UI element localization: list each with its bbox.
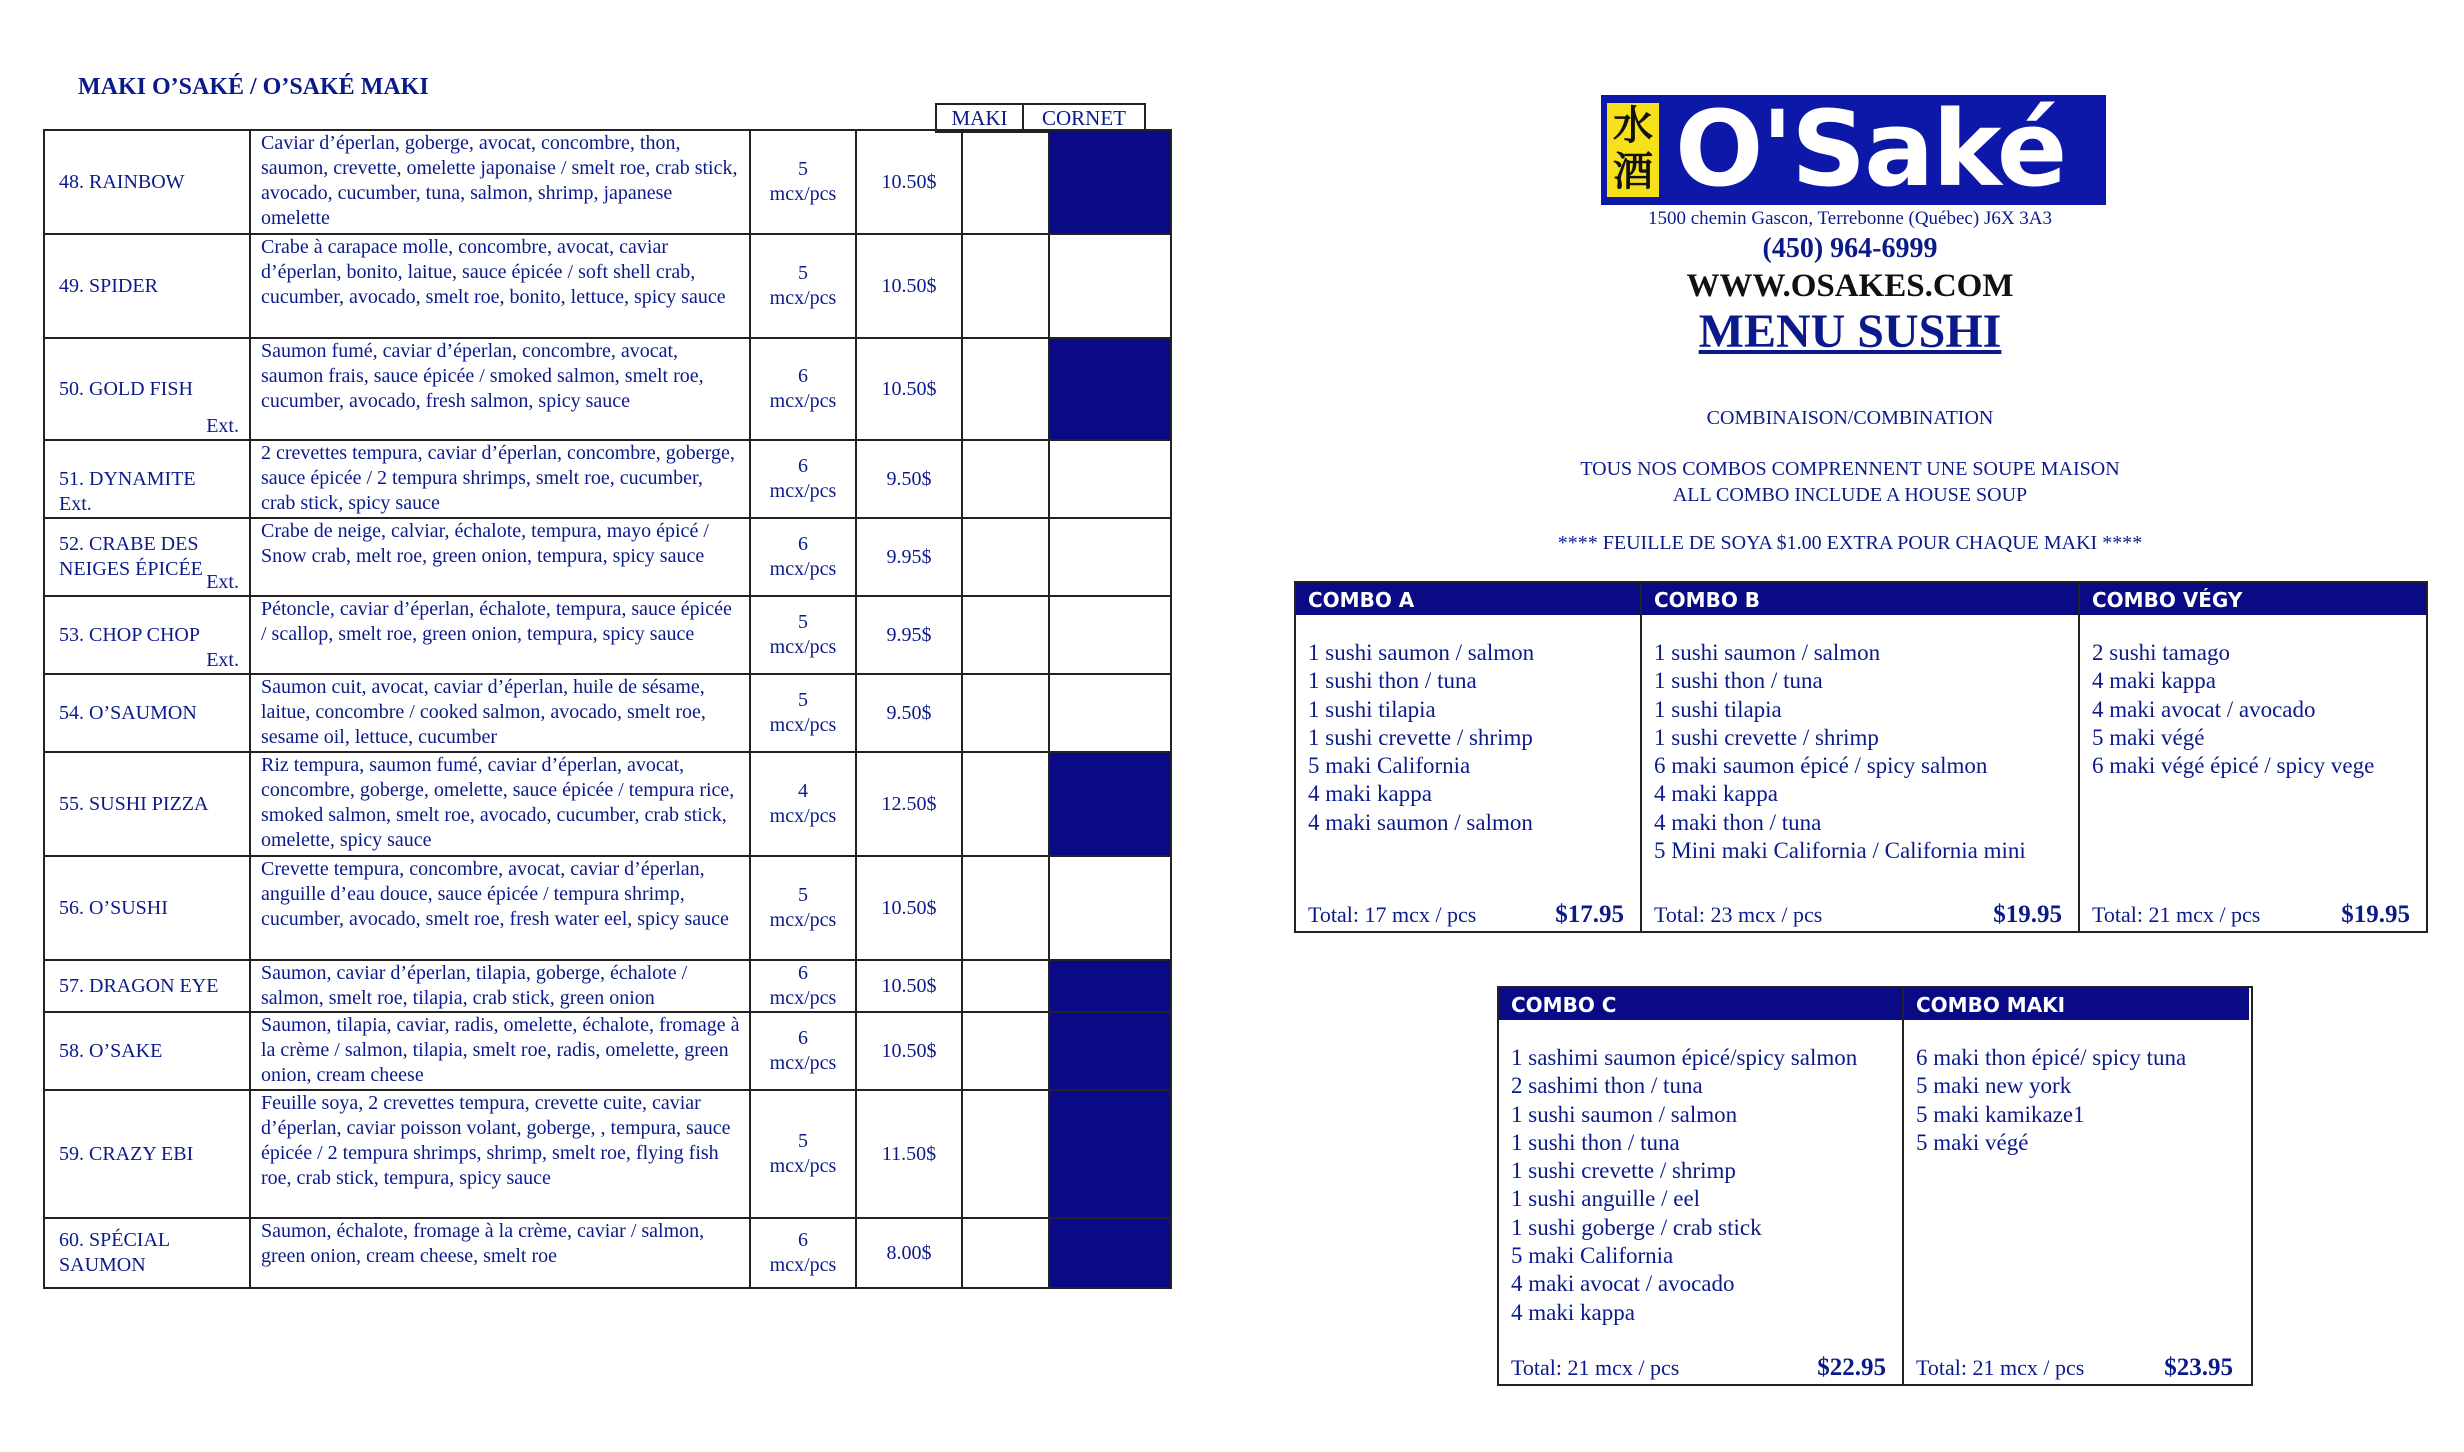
combo-price: $23.95 — [2164, 1354, 2233, 1381]
maki-name: 52. CRABE DES NEIGES ÉPICÉE — [59, 533, 203, 580]
list-item: 1 sushi tilapia — [1654, 696, 1782, 722]
maki-pieces-count: 5 — [798, 689, 808, 711]
maki-name: 60. SPÉCIAL SAUMON — [59, 1229, 170, 1276]
combo-total — [2092, 901, 2410, 929]
maki-name-cell — [44, 1090, 250, 1218]
maki-pieces — [750, 518, 856, 596]
maki-pieces-unit: mcx/pcs — [769, 480, 837, 502]
combo-total-pieces: Total: 21 mcx / pcs — [1916, 1355, 2085, 1380]
maki-option-cell — [962, 752, 1049, 856]
maki-name: 55. SUSHI PIZZA — [59, 792, 209, 815]
cornet-option-cell — [1049, 960, 1171, 1012]
combo-name: COMBO A — [1296, 583, 1640, 615]
cornet-option-cell — [1049, 674, 1171, 752]
maki-pieces-unit: mcx/pcs — [769, 1254, 837, 1276]
maki-pieces-count: 6 — [798, 962, 808, 984]
maki-name: 48. RAINBOW — [59, 170, 185, 193]
maki-price: 10.50$ — [856, 1012, 962, 1090]
maki-description: Saumon, tilapia, caviar, radis, omelette, échalote, fromage à la crème / salmon, tilapia, smelt roe, radis, omelette, green onion, cream cheese — [250, 1012, 750, 1090]
maki-description: Saumon fumé, caviar d’éperlan, concombre, avocat, saumon frais, sauce épicée / smoked salmon, smelt roe, cucumber, avocado, fresh salmon, spicy sauce — [250, 338, 750, 440]
list-item: 1 sushi thon / tuna — [1654, 668, 1823, 694]
combo-column — [2080, 583, 2426, 931]
cornet-option-cell — [1049, 130, 1171, 234]
combo-name: COMBO C — [1499, 988, 1902, 1020]
list-item: 1 sushi crevette / shrimp — [1308, 724, 1533, 750]
maki-pieces-count: 5 — [798, 1130, 808, 1152]
soup-note-en: ALL COMBO INCLUDE A HOUSE SOUP — [1672, 484, 2028, 506]
maki-pieces — [750, 960, 856, 1012]
maki-price: 11.50$ — [856, 1090, 962, 1218]
table-row — [44, 752, 1171, 856]
combo-name: COMBO B — [1642, 583, 2078, 615]
list-item: 5 maki kamikaze1 — [1916, 1101, 2085, 1127]
list-item: 4 maki kappa — [2092, 668, 2216, 694]
table-row — [44, 856, 1171, 960]
table-row — [44, 338, 1171, 440]
maki-pieces-count: 6 — [798, 455, 808, 477]
maki-option-cell — [962, 960, 1049, 1012]
maki-option-cell — [962, 338, 1049, 440]
list-item: 4 maki kappa — [1511, 1299, 1635, 1325]
list-item: 1 sushi saumon / salmon — [1654, 640, 1881, 665]
cornet-option-cell — [1049, 1218, 1171, 1288]
combo-total-pieces: Total: 21 mcx / pcs — [1511, 1355, 1680, 1380]
maki-description: Saumon, échalote, fromage à la crème, caviar / salmon, green onion, cream cheese, smelt roe — [250, 1218, 750, 1288]
combo-price: $19.95 — [2341, 901, 2410, 928]
maki-price: 9.95$ — [856, 596, 962, 674]
list-item: 5 maki végé — [2092, 724, 2205, 750]
maki-pieces — [750, 674, 856, 752]
maki-pieces-unit: mcx/pcs — [769, 390, 837, 412]
maki-price: 12.50$ — [856, 752, 962, 856]
maki-ext-label: Ext. — [206, 415, 239, 437]
list-item: 4 maki avocat / avocado — [1511, 1271, 1735, 1297]
combo-section-title: COMBINAISON/COMBINATION — [1706, 407, 1994, 429]
maki-name-cell — [44, 234, 250, 338]
soup-note-fr: TOUS NOS COMBOS COMPRENNENT UNE SOUPE MAISON — [1580, 458, 2120, 480]
maki-pieces-unit: mcx/pcs — [769, 1155, 837, 1177]
combo-total — [1308, 901, 1624, 929]
list-item: 6 maki thon épicé/ spicy tuna — [1916, 1045, 2187, 1070]
maki-name-cell — [44, 518, 250, 596]
maki-name-cell — [44, 440, 250, 518]
maki-price: 8.00$ — [856, 1218, 962, 1288]
list-item: 4 maki thon / tuna — [1654, 809, 1822, 835]
maki-pieces-unit: mcx/pcs — [769, 714, 837, 736]
list-item: 4 maki avocat / avocado — [2092, 696, 2316, 722]
maki-option-cell — [962, 856, 1049, 960]
maki-pieces — [750, 752, 856, 856]
soya-note: **** FEUILLE DE SOYA $1.00 EXTRA POUR CHAQUE MAKI **** — [1557, 532, 2143, 554]
cornet-option-cell — [1049, 596, 1171, 674]
maki-name-cell — [44, 960, 250, 1012]
list-item: 2 sushi tamago — [2092, 640, 2230, 665]
maki-description: Saumon cuit, avocat, caviar d’éperlan, huile de sésame, laitue, concombre / cooked salmon, avocado, smelt roe, sesame oil, lettuce, cucumber — [250, 674, 750, 752]
maki-ext-label: Ext. — [206, 571, 239, 593]
maki-name: 57. DRAGON EYE — [59, 974, 219, 997]
combo-name: COMBO VÉGY — [2080, 583, 2426, 615]
maki-ext-label: Ext. — [206, 649, 239, 671]
list-item: 4 maki saumon / salmon — [1308, 809, 1533, 835]
list-item: 1 sushi crevette / shrimp — [1511, 1158, 1736, 1184]
maki-pieces-unit: mcx/pcs — [769, 1052, 837, 1074]
combo-items — [1499, 1020, 1902, 1327]
section-title: MAKI O’SAKÉ / O’SAKÉ MAKI — [78, 74, 429, 100]
combo-column — [1642, 583, 2080, 931]
maki-pieces — [750, 234, 856, 338]
maki-price: 10.50$ — [856, 338, 962, 440]
maki-pieces-count: 5 — [798, 884, 808, 906]
combo-price: $19.95 — [1993, 901, 2062, 928]
maki-description: Feuille soya, 2 crevettes tempura, crevette cuite, caviar d’éperlan, caviar poisson volant, goberge, , tempura, sauce épicée / 2 tempura shrimps, shrimp, smelt roe, flying fish roe, crab stick, tempura, spicy sauce — [250, 1090, 750, 1218]
table-row — [44, 518, 1171, 596]
table-row — [44, 596, 1171, 674]
combo-column — [1296, 583, 1642, 931]
maki-description: 2 crevettes tempura, caviar d’éperlan, concombre, goberge, sauce épicée / 2 tempura shrimps, smelt roe, cucumber, crab stick, spicy sauce — [250, 440, 750, 518]
cornet-option-cell — [1049, 752, 1171, 856]
maki-price: 10.50$ — [856, 960, 962, 1012]
combo-items — [1642, 615, 2078, 865]
combo-items — [2080, 615, 2426, 780]
combo-total — [1916, 1354, 2233, 1382]
maki-name: 49. SPIDER — [59, 274, 158, 297]
maki-option-cell — [962, 1012, 1049, 1090]
maki-price: 9.50$ — [856, 440, 962, 518]
maki-pieces — [750, 856, 856, 960]
column-maki: MAKI — [936, 104, 1023, 132]
maki-name-cell — [44, 1218, 250, 1288]
maki-name-cell — [44, 1012, 250, 1090]
list-item: 4 maki kappa — [1654, 781, 1778, 807]
list-item: 6 maki saumon épicé / spicy salmon — [1654, 753, 1988, 779]
table-row — [44, 960, 1171, 1012]
maki-pieces-unit: mcx/pcs — [769, 287, 837, 309]
cornet-option-cell — [1049, 518, 1171, 596]
maki-price: 10.50$ — [856, 234, 962, 338]
maki-pieces-unit: mcx/pcs — [769, 987, 837, 1009]
menu-title: MENU SUSHI — [1698, 305, 2002, 358]
combo-column — [1904, 988, 2249, 1384]
maki-pieces-count: 6 — [798, 1027, 808, 1049]
maki-name-cell — [44, 596, 250, 674]
address: 1500 chemin Gascon, Terrebonne (Québec) J6X 3A3 — [1647, 208, 2053, 229]
maki-name-cell — [44, 674, 250, 752]
maki-price: 10.50$ — [856, 130, 962, 234]
cornet-option-cell — [1049, 440, 1171, 518]
maki-pieces-count: 4 — [798, 780, 808, 802]
maki-option-cell — [962, 234, 1049, 338]
cornet-option-cell — [1049, 1090, 1171, 1218]
list-item: 1 sushi goberge / crab stick — [1511, 1214, 1762, 1240]
maki-name: 50. GOLD FISH — [59, 377, 193, 400]
maki-option-cell — [962, 518, 1049, 596]
combo-table-row1 — [1294, 581, 2428, 933]
combo-total — [1511, 1354, 1886, 1382]
list-item: 5 maki végé — [1916, 1129, 2029, 1155]
website: WWW.OSAKES.COM — [1686, 268, 2014, 304]
table-row — [44, 1012, 1171, 1090]
maki-pieces-count: 5 — [798, 262, 808, 284]
maki-ext-label: Ext. — [59, 493, 92, 515]
list-item: 1 sushi thon / tuna — [1308, 668, 1477, 694]
maki-price: 9.95$ — [856, 518, 962, 596]
maki-name: 59. CRAZY EBI — [59, 1142, 194, 1165]
maki-pieces-unit: mcx/pcs — [769, 183, 837, 205]
maki-description: Crabe à carapace molle, concombre, avocat, caviar d’éperlan, bonito, laitue, sauce épicée / soft shell crab, cucumber, avocado, smelt roe, bonito, lettuce, spicy sauce — [250, 234, 750, 338]
list-item: 1 sushi crevette / shrimp — [1654, 724, 1879, 750]
maki-option-cell — [962, 1090, 1049, 1218]
maki-pieces — [750, 1090, 856, 1218]
combo-items — [1904, 1020, 2249, 1157]
maki-pieces — [750, 440, 856, 518]
maki-option-cell — [962, 1218, 1049, 1288]
cornet-option-cell — [1049, 1012, 1171, 1090]
phone-number: (450) 964-6999 — [1762, 233, 1938, 264]
combo-total-pieces: Total: 23 mcx / pcs — [1654, 902, 1823, 927]
maki-pieces — [750, 338, 856, 440]
maki-description: Riz tempura, saumon fumé, caviar d’éperlan, avocat, concombre, goberge, omelette, sauce épicée / tempura rice, smoked salmon, smelt roe, avocado, cucumber, crab stick, omelette, spicy sauce — [250, 752, 750, 856]
list-item: 1 sushi anguille / eel — [1511, 1186, 1701, 1212]
maki-name: 58. O’SAKE — [59, 1039, 163, 1062]
combo-table-row2 — [1497, 986, 2253, 1386]
combo-price: $17.95 — [1555, 901, 1624, 928]
maki-pieces-unit: mcx/pcs — [769, 558, 837, 580]
list-item: 1 sushi saumon / salmon — [1308, 640, 1535, 665]
list-item: 6 maki végé épicé / spicy vege — [2092, 753, 2375, 779]
maki-name-cell — [44, 752, 250, 856]
maki-option-cell — [962, 674, 1049, 752]
maki-pieces-unit: mcx/pcs — [769, 636, 837, 658]
cornet-option-cell — [1049, 338, 1171, 440]
combo-column — [1499, 988, 1904, 1384]
combo-total — [1654, 901, 2062, 929]
combo-price: $22.95 — [1817, 1354, 1886, 1381]
combo-name: COMBO MAKI — [1904, 988, 2249, 1020]
maki-description: Crabe de neige, calviar, échalote, tempura, mayo épicé / Snow crab, melt roe, green onion, tempura, spicy sauce — [250, 518, 750, 596]
maki-pieces-count: 6 — [798, 1229, 808, 1251]
table-row — [44, 440, 1171, 518]
maki-price: 9.50$ — [856, 674, 962, 752]
list-item: 1 sashimi saumon épicé/spicy salmon — [1511, 1045, 1858, 1070]
maki-description: Saumon, caviar d’éperlan, tilapia, goberge, échalote / salmon, smelt roe, tilapia, crab stick, green onion — [250, 960, 750, 1012]
maki-pieces-count: 5 — [798, 611, 808, 633]
maki-description: Caviar d’éperlan, goberge, avocat, concombre, thon, saumon, crevette, omelette japonaise / smelt roe, crab stick, avocado, cucumber, tuna, salmon, shrimp, japanese omelette — [250, 130, 750, 234]
list-item: 1 sushi thon / tuna — [1511, 1129, 1680, 1155]
maki-pieces — [750, 1012, 856, 1090]
maki-pieces-unit: mcx/pcs — [769, 805, 837, 827]
table-row — [44, 1218, 1171, 1288]
logo-kanji: 水酒 — [1607, 103, 1659, 197]
maki-pieces-count: 6 — [798, 365, 808, 387]
maki-pieces-count: 5 — [798, 158, 808, 180]
maki-description: Crevette tempura, concombre, avocat, caviar d’éperlan, anguille d’eau douce, sauce épicée / tempura shrimp, cucumber, avocado, smelt roe, fresh water eel, spicy sauce — [250, 856, 750, 960]
cornet-option-cell — [1049, 856, 1171, 960]
maki-name: 56. O’SUSHI — [59, 896, 168, 919]
maki-option-cell — [962, 596, 1049, 674]
maki-pieces-unit: mcx/pcs — [769, 909, 837, 931]
maki-pieces — [750, 1218, 856, 1288]
maki-pieces — [750, 130, 856, 234]
list-item: 5 maki California — [1308, 753, 1471, 779]
maki-name: 53. CHOP CHOP — [59, 623, 200, 646]
maki-option-cell — [962, 440, 1049, 518]
column-cornet: CORNET — [1023, 104, 1145, 132]
table-row — [44, 234, 1171, 338]
restaurant-logo — [1601, 88, 2106, 210]
list-item: 5 maki new york — [1916, 1073, 2072, 1099]
list-item: 4 maki kappa — [1308, 781, 1432, 807]
maki-description: Pétoncle, caviar d’éperlan, échalote, tempura, sauce épicée / scallop, smelt roe, green onion, tempura, spicy sauce — [250, 596, 750, 674]
maki-name-cell — [44, 130, 250, 234]
maki-name-cell — [44, 856, 250, 960]
table-row — [44, 674, 1171, 752]
table-row — [44, 130, 1171, 234]
maki-name: 51. DYNAMITE — [59, 467, 196, 490]
combo-items — [1296, 615, 1640, 837]
list-item: 5 maki California — [1511, 1243, 1674, 1269]
logo-text: O'Saké — [1675, 88, 2066, 210]
list-item: 2 sashimi thon / tuna — [1511, 1073, 1703, 1099]
combo-total-pieces: Total: 21 mcx / pcs — [2092, 902, 2261, 927]
maki-pieces — [750, 596, 856, 674]
list-item: 5 Mini maki California / California mini — [1654, 838, 2026, 864]
maki-price: 10.50$ — [856, 856, 962, 960]
maki-pieces-count: 6 — [798, 533, 808, 555]
maki-option-cell — [962, 130, 1049, 234]
maki-name: 54. O’SAUMON — [59, 701, 197, 724]
maki-name-cell — [44, 338, 250, 440]
cornet-option-cell — [1049, 234, 1171, 338]
combo-total-pieces: Total: 17 mcx / pcs — [1308, 902, 1477, 927]
maki-table — [43, 129, 1172, 1289]
list-item: 1 sushi tilapia — [1308, 696, 1436, 722]
list-item: 1 sushi saumon / salmon — [1511, 1101, 1738, 1127]
table-row — [44, 1090, 1171, 1218]
